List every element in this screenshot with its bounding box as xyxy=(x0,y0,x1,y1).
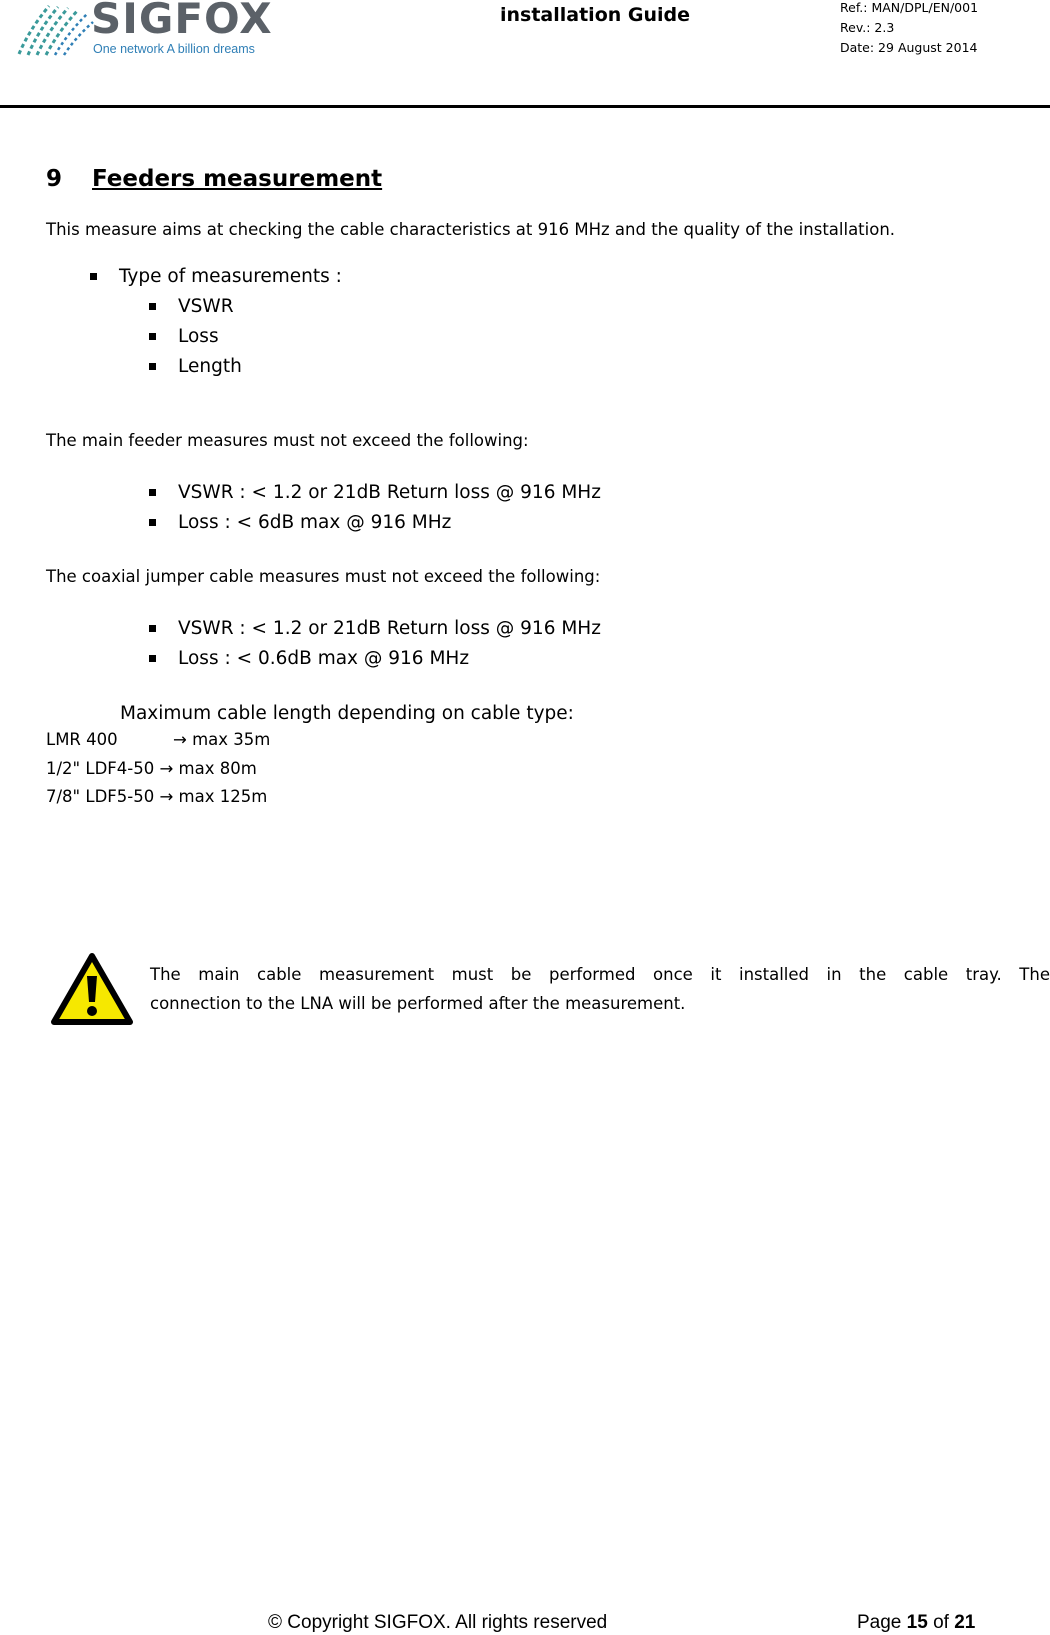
list-item: VSWR xyxy=(149,291,1050,321)
list-item: Loss : < 0.6dB max @ 916 MHz xyxy=(149,643,1050,673)
warning-triangle-icon xyxy=(50,952,134,1031)
main-feeder-limits-list xyxy=(149,477,1050,537)
document-title: installation Guide xyxy=(500,4,691,26)
total-pages: 21 xyxy=(954,1612,976,1633)
list-item: VSWR : < 1.2 or 21dB Return loss @ 916 MHz xyxy=(149,477,1050,507)
bullet-square-icon xyxy=(90,273,97,280)
page-header xyxy=(0,0,1050,110)
jumper-intro: The coaxial jumper cable measures must not exceed the following: xyxy=(46,567,601,586)
bullet-square-icon xyxy=(149,655,156,662)
current-page: 15 xyxy=(906,1612,928,1633)
table-row xyxy=(46,755,1050,784)
section-title: Feeders measurement xyxy=(92,166,383,192)
warning-line-2: connection to the LNA will be performed after the measurement. xyxy=(150,994,686,1013)
header-rule xyxy=(0,105,1050,108)
doc-ref: Ref.: MAN/DPL/EN/001 xyxy=(840,0,979,15)
bullet-square-icon xyxy=(149,363,156,370)
cable-type: LMR 400 xyxy=(46,730,118,749)
warning-message xyxy=(150,960,1050,1018)
cable-type: 1/2" LDF4-50 xyxy=(46,758,155,778)
table-row xyxy=(46,726,1050,755)
doc-date: Date: 29 August 2014 xyxy=(840,40,978,55)
bullet-square-icon xyxy=(149,333,156,340)
main-feeder-intro: The main feeder measures must not exceed the following: xyxy=(46,431,529,450)
list-item: Loss : < 6dB max @ 916 MHz xyxy=(149,507,1050,537)
warning-line-1: The main cable measurement must be performed once it installed in the cable tray. The xyxy=(150,965,1050,984)
bullet-square-icon xyxy=(149,303,156,310)
list-item: Length xyxy=(149,351,1050,381)
intro-paragraph: This measure aims at checking the cable characteristics at 916 MHz and the quality of the installation. xyxy=(46,220,896,239)
max-length-title: Maximum cable length depending on cable type: xyxy=(120,703,574,724)
cable-max: → max 125m xyxy=(159,787,268,806)
jumper-limits-list xyxy=(149,613,1050,673)
cable-type: 7/8" LDF5-50 xyxy=(46,787,155,806)
bullet-square-icon xyxy=(149,625,156,632)
sigfox-logo xyxy=(15,0,275,58)
list-item: Type of measurements : xyxy=(90,261,1050,291)
table-row xyxy=(46,783,1050,812)
doc-rev: Rev.: 2.3 xyxy=(840,20,895,35)
section-heading xyxy=(46,166,1050,192)
bullet-square-icon xyxy=(149,519,156,526)
list-item: Loss xyxy=(149,321,1050,351)
measurement-types-sublist xyxy=(149,291,1050,381)
document-meta xyxy=(840,0,978,58)
sigfox-wave-icon xyxy=(15,0,95,58)
logo-word: SIGFOX xyxy=(91,0,273,43)
measurement-types-list xyxy=(90,261,1050,381)
list-item: VSWR : < 1.2 or 21dB Return loss @ 916 MHz xyxy=(149,613,1050,643)
cable-length-table xyxy=(46,726,1050,812)
footer-page-number: Page 15 of 21 xyxy=(857,1612,976,1633)
footer-copyright: © Copyright SIGFOX. All rights reserved xyxy=(268,1612,608,1633)
section-content xyxy=(46,166,1050,812)
logo-tagline: One network A billion dreams xyxy=(93,42,255,56)
cable-max: → max 80m xyxy=(159,758,257,778)
cable-max: → max 35m xyxy=(173,730,271,749)
bullet-square-icon xyxy=(149,489,156,496)
section-number: 9 xyxy=(46,166,63,192)
